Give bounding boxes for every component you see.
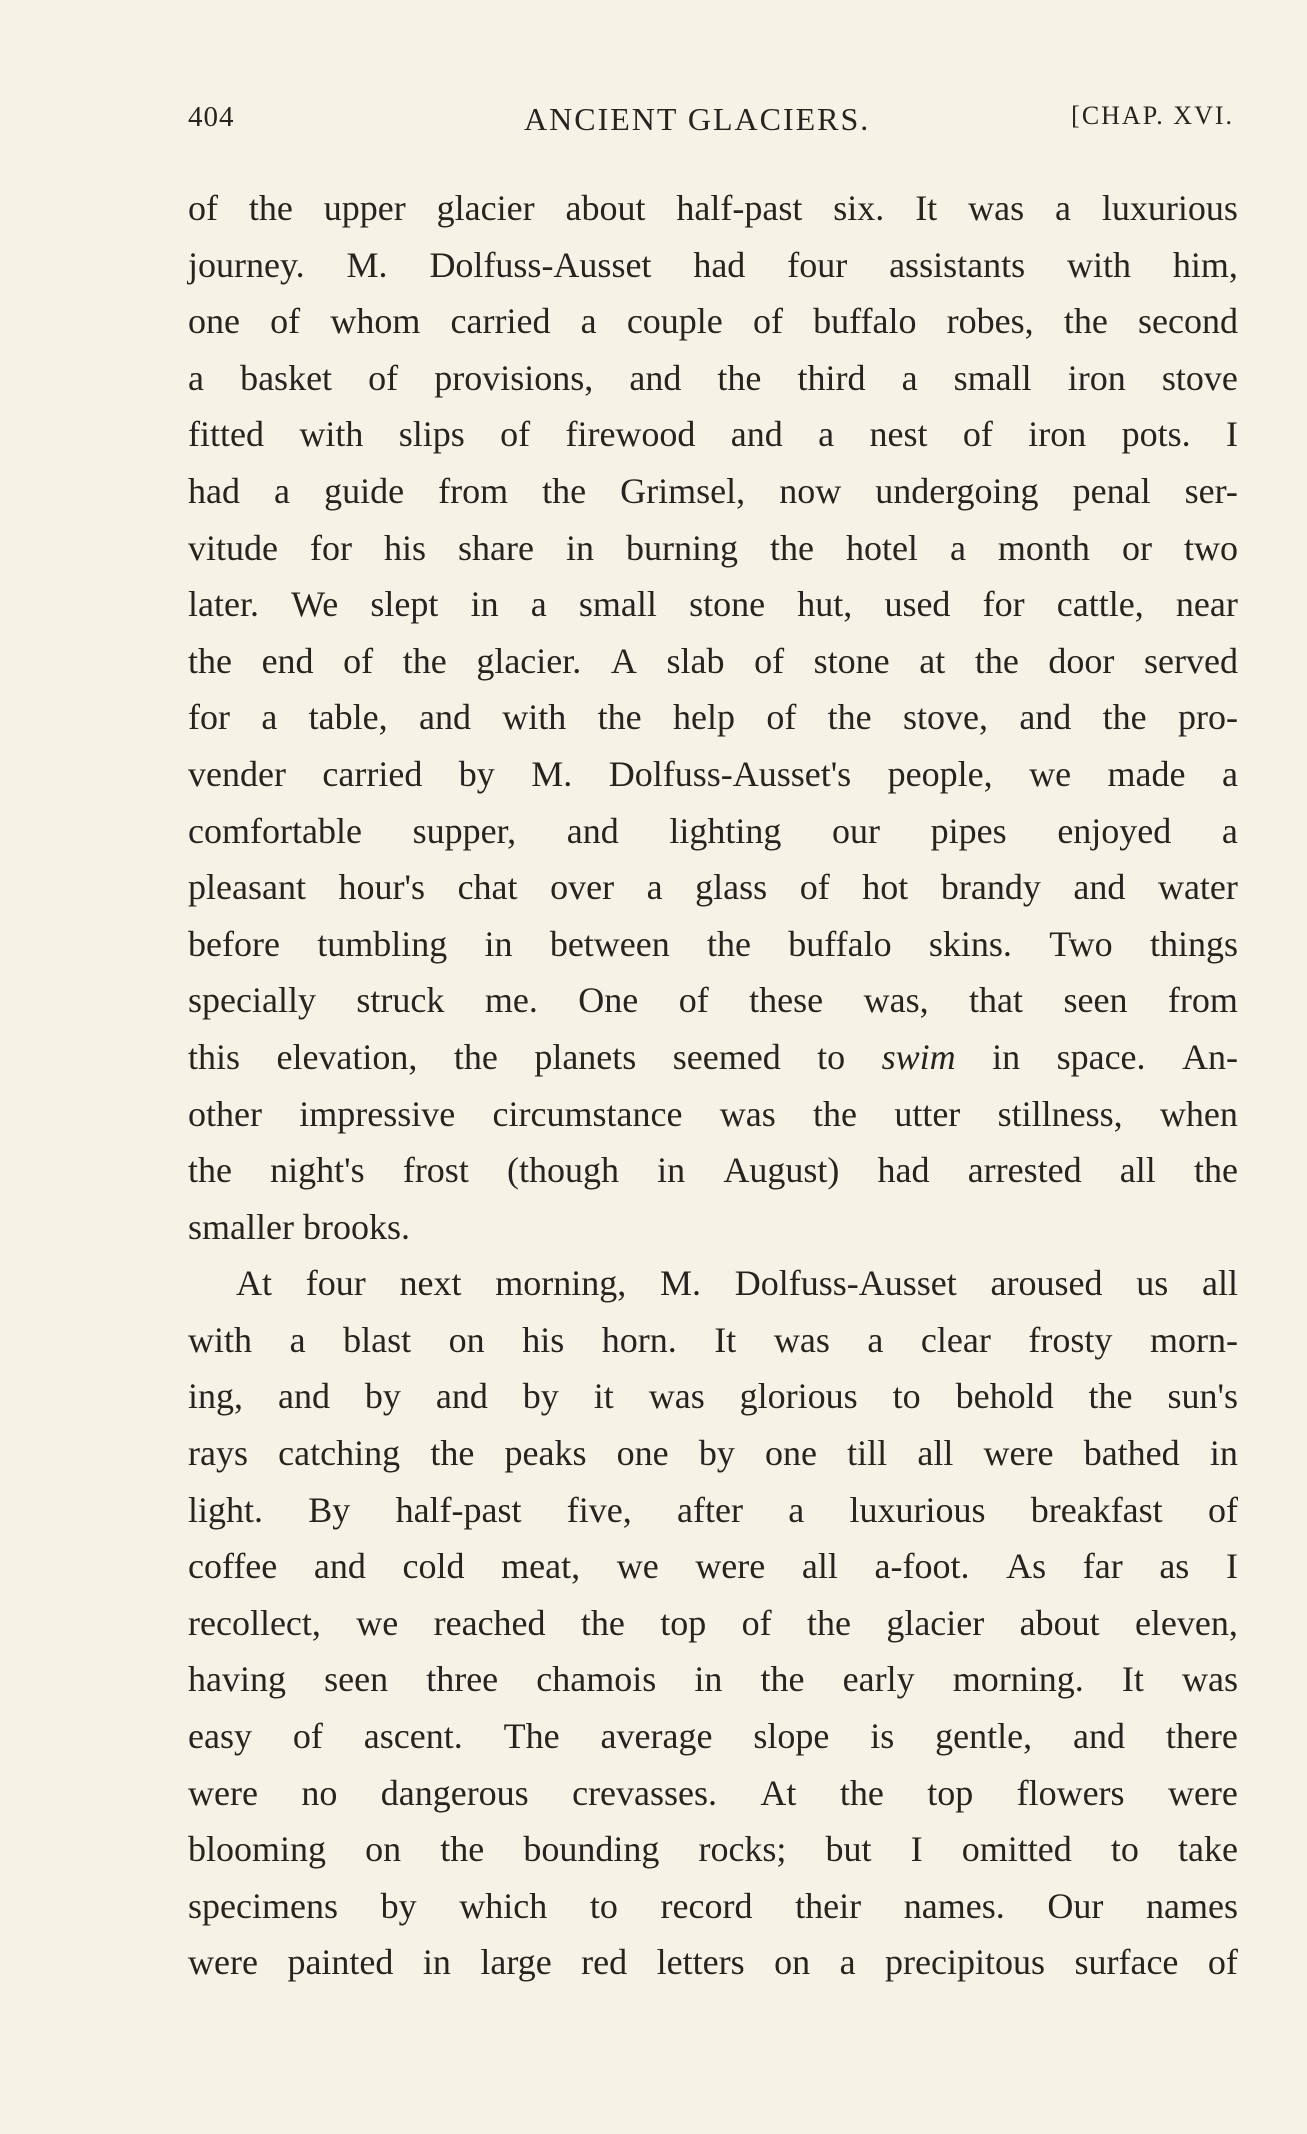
text-line: recollect, we reached the top of the glacier about eleven, [188,1602,1238,1643]
chapter-reference: [CHAP. XVI. [1071,101,1234,130]
text-line: this elevation, the planets seemed to swim in space. An- [188,1036,1238,1077]
text-line: rays catching the peaks one by one till all were bathed in [188,1433,1238,1474]
text-line: light. By half-past five, after a luxurious breakfast of [188,1489,1238,1530]
text-line: later. We slept in a small stone hut, used for cattle, near [188,584,1238,625]
text-line: easy of ascent. The average slope is gentle, and there [188,1716,1238,1757]
text-line: fitted with slips of firewood and a nest of iron pots. I [188,414,1238,455]
page-number: 404 [188,101,235,133]
text-line: coffee and cold meat, we were all a-foot. As far as I [188,1546,1238,1587]
text-line: other impressive circumstance was the utter stillness, when [188,1093,1238,1134]
text-line: with a blast on his horn. It was a clear frosty morn- [188,1319,1238,1360]
text-line: the night's frost (though in August) had arrested all the [188,1150,1238,1191]
text-line: blooming on the bounding rocks; but I omitted to take [188,1829,1238,1870]
text-line: had a guide from the Grimsel, now undergoing penal ser- [188,470,1238,511]
running-title: ANCIENT GLACIERS. [524,101,871,137]
text-line: pleasant hour's chat over a glass of hot brandy and water [188,867,1238,908]
text-line: before tumbling in between the buffalo skins. Two things [188,923,1238,964]
text-line: specimens by which to record their names. Our names [188,1885,1238,1926]
text-line: journey. M. Dolfuss-Ausset had four assistants with him, [188,244,1238,285]
text-line: vender carried by M. Dolfuss-Ausset's people, we made a [188,753,1238,794]
body-text [188,180,1238,1991]
text-line: specially struck me. One of these was, that seen from [188,980,1238,1021]
text-line: vitude for his share in burning the hotel a month or two [188,527,1238,568]
text-line: having seen three chamois in the early morning. It was [188,1659,1238,1700]
text-line: were no dangerous crevasses. At the top flowers were [188,1772,1238,1813]
text-line: ing, and by and by it was glorious to behold the sun's [188,1376,1238,1417]
text-line: for a table, and with the help of the stove, and the pro- [188,697,1238,738]
text-line: were painted in large red letters on a precipitous surface of [188,1942,1238,1983]
text-line: of the upper glacier about half-past six. It was a luxurious [188,188,1238,228]
text-line: a basket of provisions, and the third a small iron stove [188,357,1238,398]
text-line: comfortable supper, and lighting our pipes enjoyed a [188,810,1238,851]
text-line: one of whom carried a couple of buffalo robes, the second [188,301,1238,342]
text-line: At four next morning, M. Dolfuss-Ausset aroused us all [236,1263,1238,1304]
running-header [188,101,1238,145]
text-line: the end of the glacier. A slab of stone at the door served [188,640,1238,681]
text-line: smaller brooks. [188,1206,410,1247]
